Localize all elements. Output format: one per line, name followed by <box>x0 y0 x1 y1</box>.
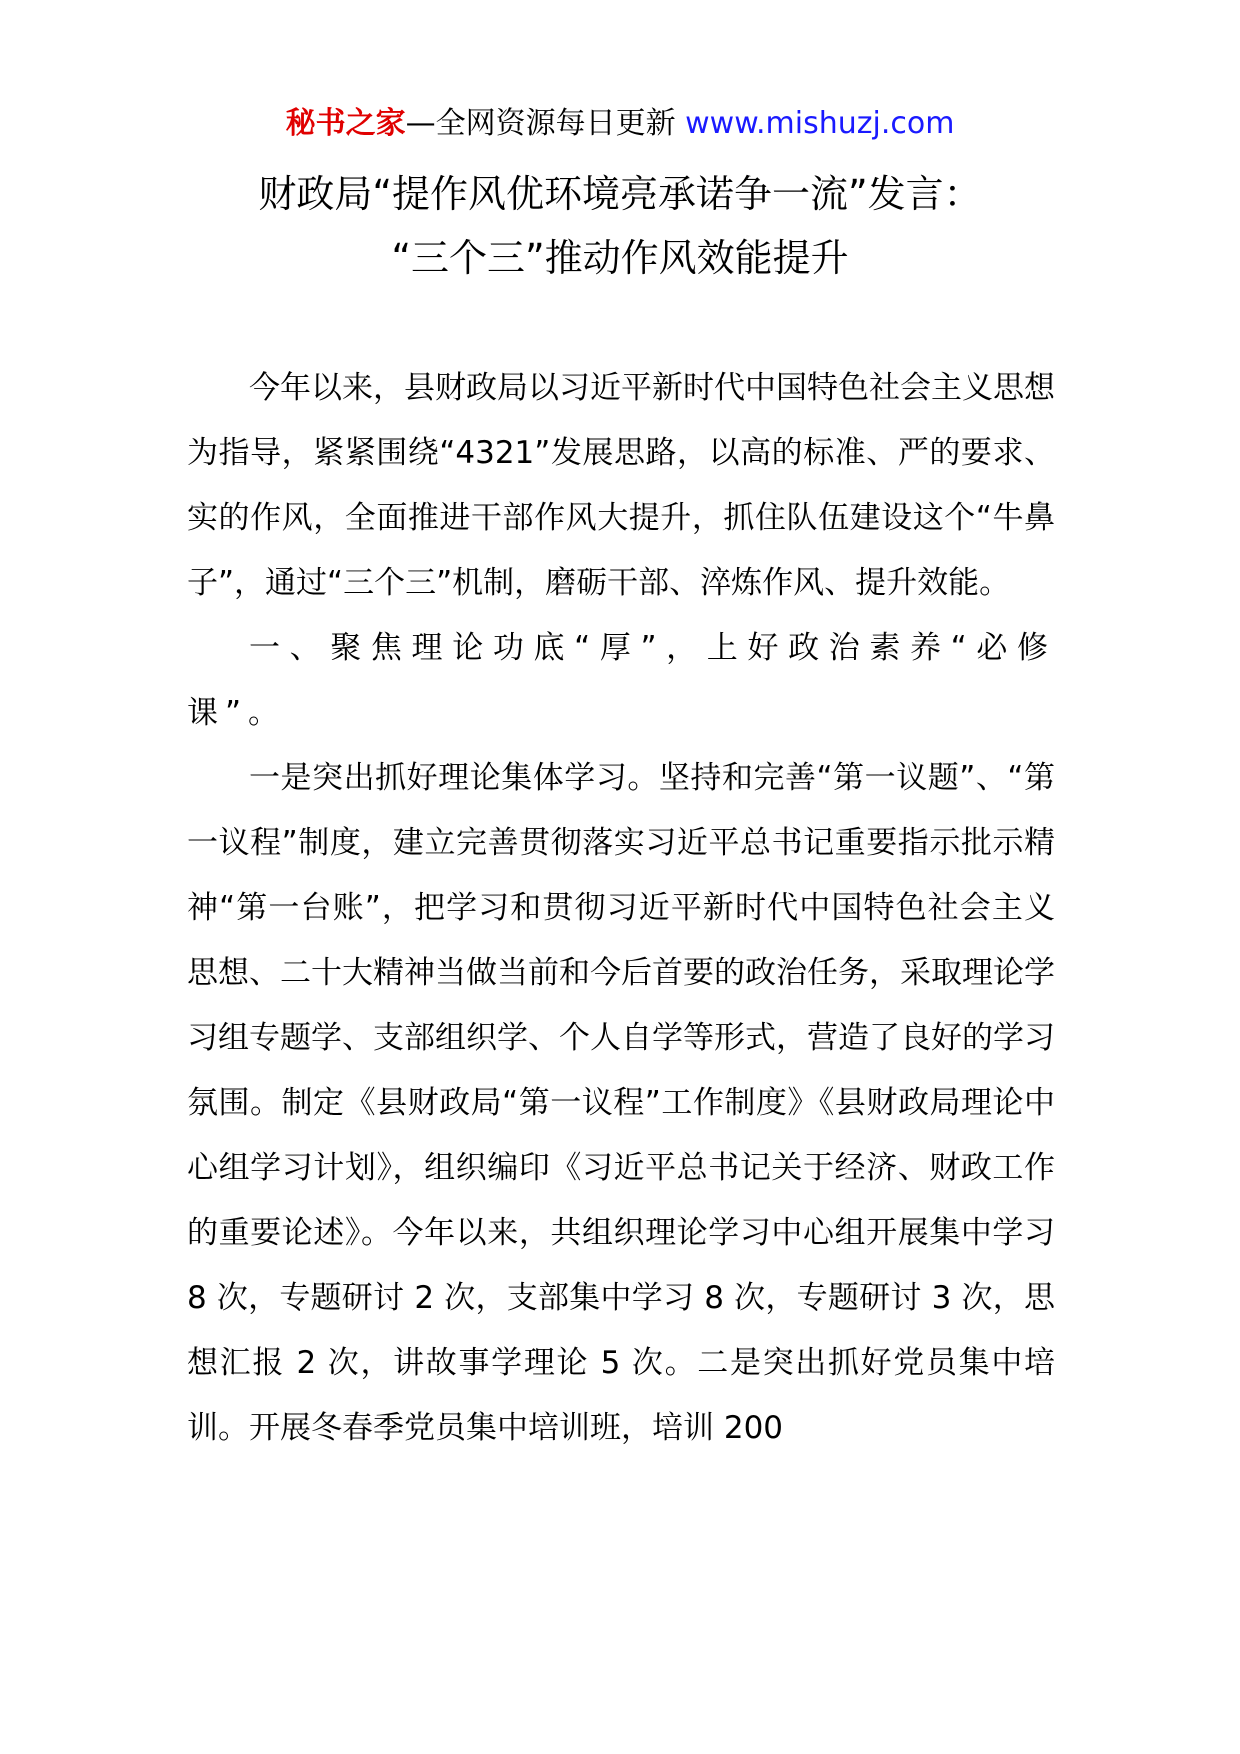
paragraph-section-1: 一是突出抓好理论集体学习。坚持和完善“第一议题”、“第一议程”制度，建立完善贯彻落实习近平总书记重要指示批示精神“第一台账”，把学习和贯彻习近平新时代中国特色社会主义思想、二十大精神当做当前和今后首要的政治任务，采取理论学习组专题学、支部组织学、个人自学等形式，营造了良好的学习氛围。制定《县财政局“第一议程”工作制度》《县财政局理论中心组学习计划》，组织编印《习近平总书记关于经济、财政工作的重要论述》。今年以来，共组织理论学习中心组开展集中学习 8 次，专题研讨 2 次，支部集中学习 8 次，专题研讨 3 次，思想汇报 2 次，讲故事学理论 5 次。二是突出抓好党员集中培训。开展冬春季党员集中培训班，培训 200 <box>187 760 1055 1446</box>
document-title <box>0 162 1240 290</box>
site-header <box>0 100 1240 148</box>
brand-name: 秘书之家 <box>285 106 406 141</box>
section-heading-1: 一、聚焦理论功底“厚”，上好政治素养“必修课”。 <box>187 630 1055 731</box>
title-line-2: “三个三”推动作风效能提升 <box>391 236 849 280</box>
site-slogan: —全网资源每日更新 <box>405 106 676 141</box>
paragraph-intro: 今年以来，县财政局以习近平新时代中国特色社会主义思想为指导，紧紧围绕“4321”发展思路，以高的标准、严的要求、实的作风，全面推进干部作风大提升，抓住队伍建设这个“牛鼻子”，通过“三个三”机制，磨砺干部、淬炼作风、提升效能。 <box>187 370 1055 601</box>
title-line-1: 财政局“提作风优环境亮承诺争一流”发言： <box>258 172 982 216</box>
document-body <box>187 356 1055 1461</box>
site-url[interactable]: www.mishuzj.com <box>685 106 955 141</box>
